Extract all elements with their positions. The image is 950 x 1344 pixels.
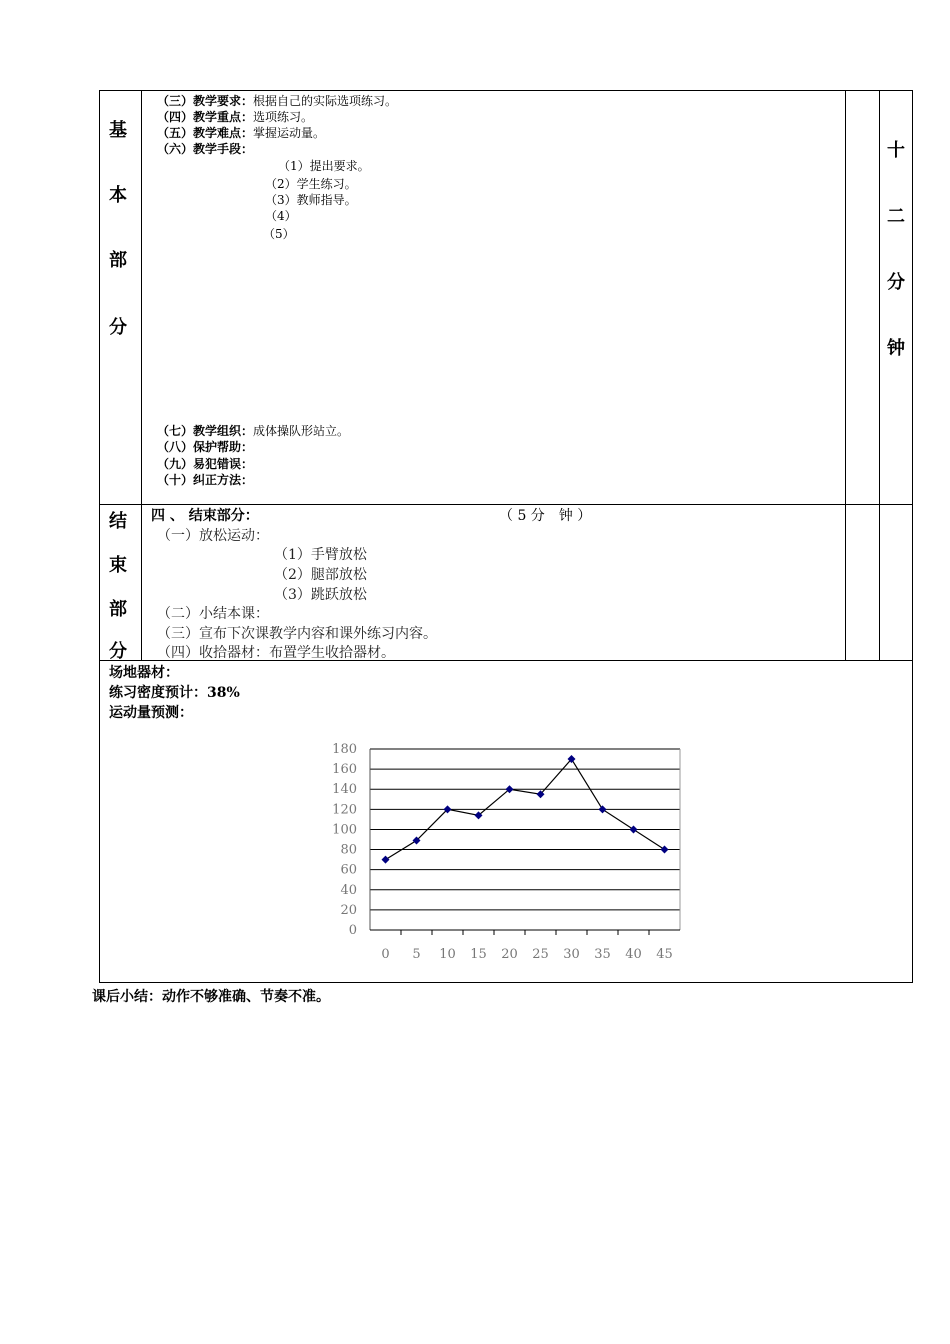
- table-border-bottom: [99, 982, 913, 983]
- time-char: 钟: [887, 338, 905, 359]
- time-char: 二: [887, 206, 905, 227]
- end-side-char: 结: [109, 511, 127, 532]
- table-border-right: [912, 90, 913, 983]
- x-tick-label: 30: [563, 947, 580, 962]
- data-point: [599, 805, 607, 813]
- time-char: 十: [887, 140, 905, 161]
- x-tick-label: 45: [656, 947, 673, 962]
- organization-line: [157, 423, 349, 439]
- x-tick-label: 10: [439, 947, 456, 962]
- key-point-line: [157, 109, 313, 125]
- difficulty-line: [157, 125, 325, 141]
- means-item: （1）提出要求。: [278, 159, 370, 173]
- basic-side-char: 基: [109, 120, 127, 141]
- line-label: （八）保护帮助：: [157, 440, 254, 454]
- end-item: （四）收拾器材：布置学生收拾器材。: [157, 645, 395, 661]
- y-tick-label: 40: [340, 882, 357, 898]
- means-item: （3）教师指导。: [265, 193, 357, 207]
- protection-line: [157, 439, 253, 455]
- relax-item: （2）腿部放松: [274, 567, 367, 583]
- end-side-char: 束: [109, 555, 127, 576]
- y-tick-label: 180: [332, 742, 357, 757]
- line-label: （三）教学要求：: [157, 94, 254, 108]
- line-label: （七）教学组织：: [157, 424, 254, 438]
- col-divider-side: [141, 90, 142, 661]
- row-divider-basic-end: [99, 504, 913, 505]
- post-class-summary: 课后小结：动作不够准确、节奏不准。: [92, 989, 330, 1005]
- line-label: （九）易犯错误：: [157, 457, 254, 471]
- y-tick-label: 60: [340, 862, 357, 878]
- line-text: 选项练习。: [253, 110, 314, 124]
- table-border-left: [99, 90, 100, 983]
- x-tick-label: 0: [381, 947, 390, 962]
- requirement-line: [157, 93, 397, 109]
- density-label: 练习密度预计：38%: [109, 685, 240, 701]
- exercise-load-chart: [300, 735, 720, 970]
- x-tick-label: 15: [470, 947, 487, 962]
- relax-item: （1）手臂放松: [274, 547, 367, 563]
- load-label: 运动量预测：: [109, 705, 193, 721]
- means-item: （4）: [265, 209, 297, 223]
- basic-side-char: 本: [109, 185, 127, 206]
- line-label: （五）教学难点：: [157, 126, 254, 140]
- y-tick-label: 80: [340, 842, 357, 858]
- time-char: 分: [887, 272, 905, 293]
- data-point: [630, 825, 638, 833]
- data-point: [661, 846, 669, 854]
- end-section-title: 四 、 结束部分：: [151, 508, 259, 524]
- line-label: （四）教学重点：: [157, 110, 254, 124]
- end-section-duration: （ 5 分 钟 ）: [499, 508, 592, 524]
- end-side-char: 分: [109, 641, 127, 662]
- basic-side-char: 部: [109, 250, 127, 271]
- y-tick-label: 0: [348, 923, 357, 938]
- col-divider-time: [879, 90, 880, 661]
- y-tick-label: 20: [340, 902, 357, 918]
- equipment-label: 场地器材：: [109, 665, 179, 681]
- x-tick-label: 20: [501, 947, 518, 962]
- y-tick-label: 140: [332, 782, 357, 798]
- means-item: （5）: [263, 227, 295, 241]
- line-text: 根据自己的实际选项练习。: [253, 94, 398, 108]
- col-divider-content: [845, 90, 846, 661]
- basic-side-char: 分: [109, 317, 127, 338]
- errors-line: [157, 456, 253, 472]
- x-tick-label: 25: [532, 947, 549, 962]
- relax-item: （3）跳跃放松: [274, 587, 367, 603]
- x-tick-label: 40: [625, 947, 642, 962]
- table-border-top: [99, 90, 913, 91]
- y-tick-label: 120: [332, 802, 357, 818]
- line-text: 成体操队形站立。: [253, 424, 350, 438]
- end-side-char: 部: [109, 599, 127, 620]
- line-label: （十）纠正方法：: [157, 473, 254, 487]
- end-item: （三）宣布下次课教学内容和课外练习内容。: [157, 626, 437, 642]
- x-tick-label: 5: [412, 947, 421, 962]
- x-tick-label: 35: [594, 947, 611, 962]
- y-tick-label: 160: [332, 762, 357, 778]
- correction-line: [157, 472, 253, 488]
- line-label: （六）教学手段：: [157, 142, 254, 156]
- means-item: （2）学生练习。: [265, 177, 357, 191]
- end-item: （二）小结本课：: [157, 606, 269, 622]
- line-text: 掌握运动量。: [253, 126, 326, 140]
- data-point: [382, 856, 390, 864]
- relax-title: （一）放松运动：: [157, 528, 269, 544]
- means-line: [157, 141, 253, 157]
- y-tick-label: 100: [332, 822, 357, 838]
